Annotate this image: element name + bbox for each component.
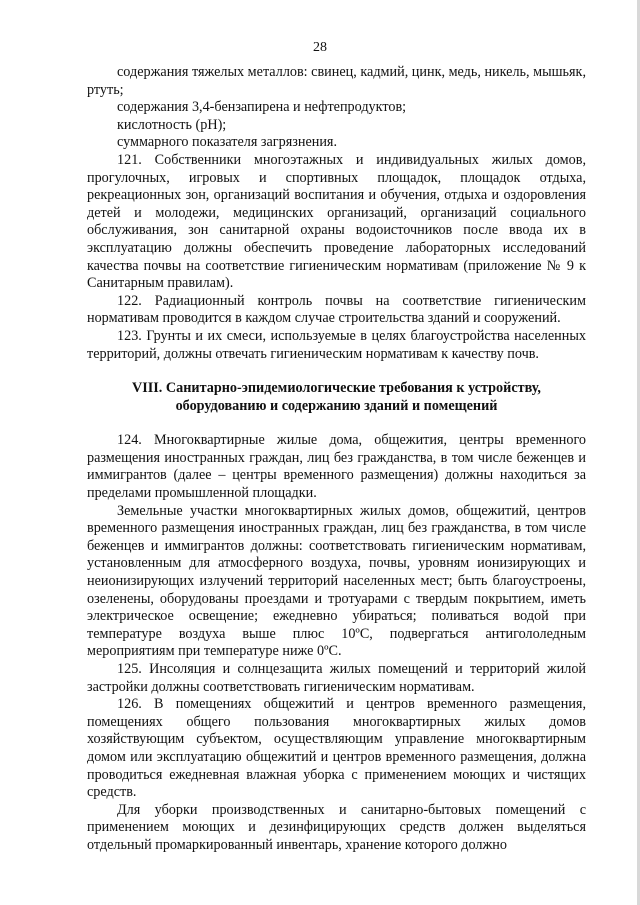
paragraph-125: 125. Инсоляция и солнцезащита жилых помещений и территорий жилой застройки должны соответствовать гигиеническим нормативам. xyxy=(87,661,586,695)
document-body xyxy=(87,64,586,855)
paragraph-126: 126. В помещениях общежитий и центров временного размещения, помещениях общего пользования многоквартирных жилых домов хозяйствующим субъектом, осуществляющим управление многоквартирным домом или эксплуатацию общежитий и центров временного размещения, должна проводиться ежедневная влажная уборка с применением моющих и чистящих средств. xyxy=(87,696,586,801)
section-heading xyxy=(87,380,586,415)
paragraph-122: 122. Радиационный контроль почвы на соответствие гигиеническим нормативам проводится в каждом случае строительства зданий и сооружений. xyxy=(87,292,586,327)
text-line: суммарного показателя загрязнения. xyxy=(117,134,337,151)
paragraph-124: 124. Многоквартирные жилые дома, общежития, центры временного размещения иностранных граждан, лиц без гражданства, в том числе беженцев и иммигрантов (далее – центры временного размещения) должны находиться за пределами промышленной площадки. xyxy=(87,432,586,502)
paragraph-123: 123. Грунты и их смеси, используемые в целях благоустройства населенных территорий, должны отвечать гигиеническим нормативам к качеству почв. xyxy=(87,327,586,362)
page-number: 28 xyxy=(313,40,327,55)
text-line: кислотность (pH); xyxy=(117,116,227,133)
text-line: содержания 3,4-бензапирена и нефтепродуктов; xyxy=(117,99,407,116)
paragraph-land-plots: Земельные участки многоквартирных жилых домов, общежитий, центров временного размещения иностранных граждан, лиц без гражданства, в том числе беженцев и иммигрантов должны: соответствовать гигиеническим нормативам, установленным для атмосферного воздуха, почвы, уровням ионизирующих и неионизирующих излучений территорий населенных мест; быть благоустроены, озеленены, оборудованы проездами и тротуарами с твердым покрытием, иметь электрическое освещение; ежедневно убираться; поливаться водой при температуре воздуха выше плюс 10ºC, подвергаться антигололедным мероприятиям при температуре ниже 0ºC. xyxy=(87,502,586,660)
section-heading-line: оборудованию и содержанию зданий и помещений xyxy=(175,397,498,414)
paragraph-cleaning-inventory: Для уборки производственных и санитарно-бытовых помещений с применением моющих и дезинфицирующих средств должен выделяться отдельный промаркированный инвентарь, хранение которого должно xyxy=(87,801,586,853)
text-line: содержания тяжелых металлов: свинец, кадмий, цинк, медь, никель, мышьяк, ртуть; xyxy=(87,64,586,98)
paragraph-121: 121. Собственники многоэтажных и индивидуальных жилых домов, прогулочных, игровых и спортивных площадок, площадок отдыха, рекреационных зон, организаций воспитания и обучения, отдыха и оздоровления детей и молодежи, медицинских организаций, организаций социального обслуживания, зон санитарной охраны водоисточников после ввода их в эксплуатацию должны обеспечить проведение лабораторных исследований качества почвы на соответствие гигиеническим нормативам (приложение № 9 к Санитарным правилам). xyxy=(87,151,586,292)
section-heading-line: VIII. Санитарно-эпидемиологические требования к устройству, xyxy=(132,380,541,397)
